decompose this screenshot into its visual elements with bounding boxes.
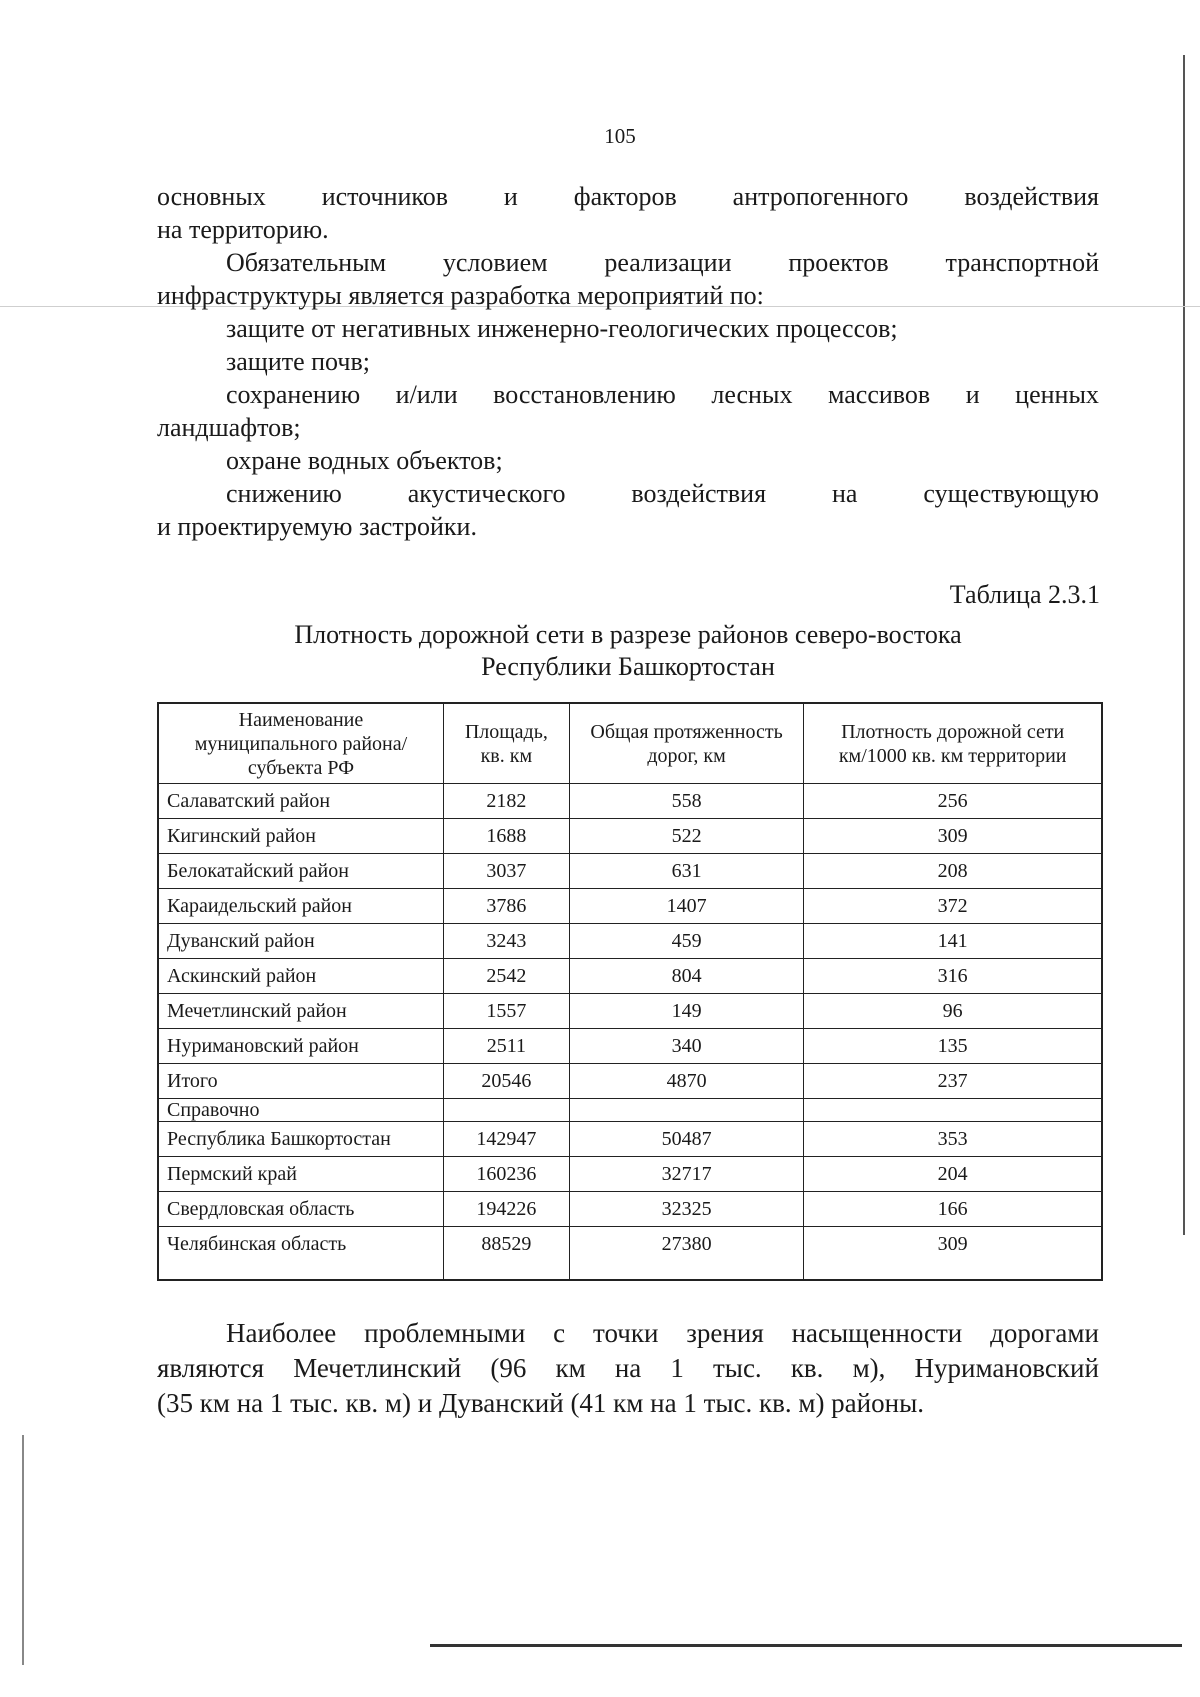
table-row [158,1192,1102,1227]
word: с [553,1318,566,1348]
word: воздействия [964,182,1099,211]
cell-area: 2542 [443,959,569,994]
table-row [158,1064,1102,1099]
word: точки [593,1318,659,1348]
cell-area: 142947 [443,1122,569,1157]
cell-density: 256 [804,784,1102,819]
list-item-geology: защите от негативных инженерно-геологических процессов; [226,314,898,343]
scan-edge-left [22,1435,24,1665]
list-item-water: охране водных объектов; [226,446,503,475]
word: существующую [923,479,1099,508]
word: факторов [573,182,677,211]
cell-road-length: 631 [569,854,804,889]
cell-area: 1688 [443,819,569,854]
cell-district: Итого [158,1064,443,1099]
cell-density: 166 [804,1192,1102,1227]
cell-area: 88529 [443,1227,569,1281]
word: и/или [395,380,458,409]
word: массивов [827,380,931,409]
table-row [158,1029,1102,1064]
cell-district: Нуримановский район [158,1029,443,1064]
cell-district: Караидельский район [158,889,443,924]
table-body [158,784,1102,1281]
cell-road-length: 32717 [569,1157,804,1192]
word: и [965,380,980,409]
cell-density: 208 [804,854,1102,889]
cell-density: 141 [804,924,1102,959]
scan-edge-bottom [430,1644,1182,1647]
header-road-length: Общая протяженность дорог, км [569,703,804,784]
cell-area: 2182 [443,784,569,819]
table-header-row [158,703,1102,784]
cell-area: 2511 [443,1029,569,1064]
word: и [503,182,518,211]
word: воздействия [631,479,767,508]
table-row [158,1122,1102,1157]
word: Наиболее [226,1318,337,1348]
cell-district: Свердловская область [158,1192,443,1227]
word: насыщенности [791,1318,963,1348]
cell-district: Республика Башкортостан [158,1122,443,1157]
scan-edge-right [1183,55,1185,1235]
header-area: Площадь, кв. км [443,703,569,784]
table-title-line-1: Плотность дорожной сети в разрезе районов северо-востока [294,620,962,649]
cell-district: Дуванский район [158,924,443,959]
list-item-forest-line-1 [157,378,1099,411]
cell-area: 194226 [443,1192,569,1227]
cell-district: Челябинская область [158,1227,443,1281]
conclusion-line-2 [157,1351,1099,1386]
word: зрения [686,1318,764,1348]
paragraph-1-line-1 [157,180,1099,213]
cell-density: 96 [804,994,1102,1029]
cell-density: 204 [804,1157,1102,1192]
conclusion-line-3: (35 км на 1 тыс. кв. м) и Дуванский (41 км на 1 тыс. кв. м) районы. [157,1388,924,1418]
word: сохранению [226,380,361,409]
conclusion-line-1 [157,1316,1099,1351]
cell-road-length: 32325 [569,1192,804,1227]
empty-cell [443,1099,569,1122]
table-title-line-2: Республики Башкортостан [481,652,775,681]
list-item-forest-line-2: ландшафтов; [157,413,301,442]
word: (96 [490,1353,527,1383]
empty-cell [804,1099,1102,1122]
word: на [832,479,858,508]
word: лесных [711,380,793,409]
word: снижению [226,479,342,508]
word: Мечетлинский [293,1353,462,1383]
word: основных [157,182,266,211]
table-row [158,854,1102,889]
word: Обязательным [226,248,387,277]
cell-road-length: 149 [569,994,804,1029]
word: источников [321,182,448,211]
cell-area: 3037 [443,854,569,889]
word: дорогами [990,1318,1099,1348]
table-row [158,784,1102,819]
cell-area: 3786 [443,889,569,924]
cell-road-length: 522 [569,819,804,854]
cell-area: 3243 [443,924,569,959]
word: Нуримановский [914,1353,1099,1383]
word: кв. [790,1353,824,1383]
word: ценных [1015,380,1099,409]
empty-cell [569,1099,804,1122]
table-row [158,1227,1102,1281]
table-row [158,819,1102,854]
cell-area: 160236 [443,1157,569,1192]
reference-label: Справочно [158,1099,443,1122]
list-item-noise-line-1 [157,477,1099,510]
word: антропогенного [732,182,909,211]
word: км [555,1353,586,1383]
cell-area: 1557 [443,994,569,1029]
paragraph-2-line-1 [157,246,1099,279]
cell-road-length: 1407 [569,889,804,924]
word: акустического [407,479,566,508]
table-caption: Таблица 2.3.1 [949,580,1100,609]
header-district: Наименование муниципального района/ субъекта РФ [158,703,443,784]
cell-density: 309 [804,1227,1102,1281]
word: реализации [604,248,732,277]
table-row [158,924,1102,959]
cell-density: 316 [804,959,1102,994]
cell-district: Салаватский район [158,784,443,819]
table-row [158,959,1102,994]
word: являются [157,1353,265,1383]
word: м), [852,1353,886,1383]
cell-density: 135 [804,1029,1102,1064]
header-density: Плотность дорожной сети км/1000 кв. км территории [804,703,1102,784]
word: 1 [670,1353,684,1383]
paragraph-1-line-2: на территорию. [157,215,329,244]
conclusion-paragraph [157,1316,1099,1421]
page-number: 105 [604,124,636,148]
cell-road-length: 804 [569,959,804,994]
table-row [158,994,1102,1029]
word: восстановлению [493,380,676,409]
paragraph-2-line-2: инфраструктуры является разработка мероприятий по: [157,281,764,310]
list-item-noise-line-2: и проектируемую застройки. [157,512,477,541]
table-row-reference-label [158,1099,1102,1122]
cell-density: 372 [804,889,1102,924]
road-density-table [157,702,1103,1281]
table-row [158,889,1102,924]
cell-road-length: 27380 [569,1227,804,1281]
cell-district: Кигинский район [158,819,443,854]
cell-density: 237 [804,1064,1102,1099]
word: тыс. [713,1353,762,1383]
cell-area: 20546 [443,1064,569,1099]
table-row [158,1157,1102,1192]
cell-road-length: 4870 [569,1064,804,1099]
cell-district: Аскинский район [158,959,443,994]
body-text [157,180,1099,543]
cell-density: 309 [804,819,1102,854]
cell-district: Мечетлинский район [158,994,443,1029]
cell-district: Пермский край [158,1157,443,1192]
cell-density: 353 [804,1122,1102,1157]
word: условием [442,248,548,277]
word: проектов [788,248,889,277]
cell-road-length: 459 [569,924,804,959]
cell-road-length: 558 [569,784,804,819]
cell-road-length: 340 [569,1029,804,1064]
cell-district: Белокатайский район [158,854,443,889]
word: на [614,1353,642,1383]
word: транспортной [945,248,1099,277]
list-item-soil: защите почв; [226,347,370,376]
cell-road-length: 50487 [569,1122,804,1157]
word: проблемными [364,1318,526,1348]
table-title [157,619,1099,683]
